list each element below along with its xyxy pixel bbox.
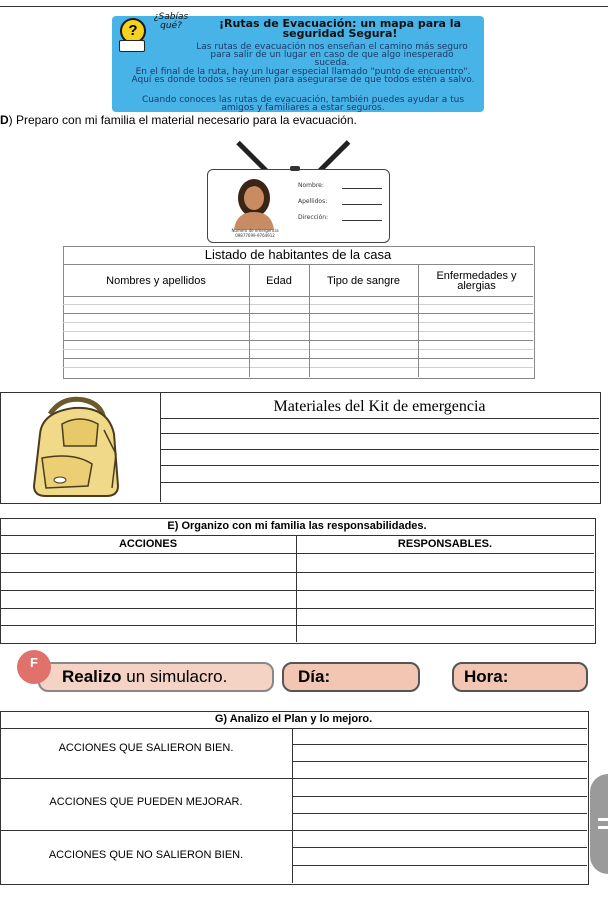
section-f-badge: F [17,650,51,684]
menu-icon [598,818,608,821]
question-icon: ? [120,18,146,44]
section-g-title: G) Analizo el Plan y lo mejoro. [214,713,373,725]
table-rule [63,340,533,341]
backpack-icon [22,394,132,500]
person-portrait-icon [226,176,282,230]
card-nombre-label: Nombre: [298,182,324,189]
row-salieron-bien: ACCIONES QUE SALIERON BIEN. [58,742,234,754]
table-rule [63,264,533,265]
top-rule [0,6,608,7]
menu-icon-bar [598,826,608,829]
col-header-sangre: Tipo de sangre [327,275,400,287]
sabias-label: ¿Sabías qué? [153,12,189,31]
section-e-title: E) Organizo con mi familia las responsabilidades. [167,520,427,532]
grid-rule [63,349,533,350]
card-apellidos-line [342,204,382,205]
table-rule [63,358,533,359]
table-col-rule [418,264,419,377]
table-rule [63,296,533,297]
g-line [292,847,587,848]
g-line [292,761,587,762]
row-pueden-mejorar: ACCIONES QUE PUEDEN MEJORAR. [49,796,243,808]
hora-field[interactable]: Hora: [452,662,588,692]
grid-rule [63,304,533,305]
card-nombre-line [342,188,382,189]
grid-rule [63,322,533,323]
card-direccion-line [342,220,382,221]
grid-rule [63,367,533,368]
e-rule [0,625,594,626]
g-rule [0,778,587,779]
e-rule [0,553,594,554]
question-icon-base [119,40,145,52]
card-direccion-label: Dirección: [298,214,329,221]
habitantes-title: Listado de habitantes de la casa [204,247,392,262]
col-header-edad: Edad [266,275,292,287]
info-paragraph-2: En el final de la ruta, hay un lugar especial llamado "punto de encuentro". Aquí es donde todos se reúnen para asegurarse de que todos estén a salvo. [131,67,475,85]
g-line [292,813,587,814]
g-rule [0,728,587,729]
card-apellidos-label: Apellidos: [298,198,328,205]
col-header-nombres: Nombres y apellidos [106,275,206,287]
info-title: ¡Rutas de Evacuación: un mapa para la seguridad Segura! [219,17,461,40]
g-line [292,796,587,797]
kit-rule [160,449,599,450]
info-paragraph-3: Cuando conoces las rutas de evacuación, también puedes ayudar a tus amigos y familiares a estar seguros. [141,95,465,113]
e-rule [0,608,594,609]
kit-rule [160,465,599,466]
g-line [292,744,587,745]
acciones-header: ACCIONES [118,538,178,550]
section-d-heading: D) Preparo con mi familia el material necesario para la evacuación. [0,113,357,127]
info-paragraph-1: Las rutas de evacuación nos enseñan el camino más seguro para salir de un lugar en caso de que algo inesperado suceda. [196,42,468,68]
kit-title: Materiales del Kit de emergencia [273,398,486,415]
e-rule [0,590,594,591]
card-clip [290,166,300,171]
kit-rule [160,433,599,434]
kit-rule [160,418,599,419]
row-no-salieron-bien: ACCIONES QUE NO SALIERON BIEN. [48,849,244,861]
kit-rule [160,482,599,483]
grid-rule [63,331,533,332]
table-rule [63,313,533,314]
responsables-header: RESPONSABLES. [397,538,493,550]
side-menu-tab[interactable] [590,774,608,874]
col-header-enfermedades: Enfermedades y alergias [436,270,517,292]
card-emergency: Numero de emergencia 09877699-9764912 [231,228,279,238]
dia-field[interactable]: Día: [282,662,420,692]
e-rule [0,572,594,573]
g-line [292,865,587,866]
g-rule [0,830,587,831]
simulacro-pill: Realizo un simulacro. [38,662,274,692]
g-divider [292,728,293,883]
